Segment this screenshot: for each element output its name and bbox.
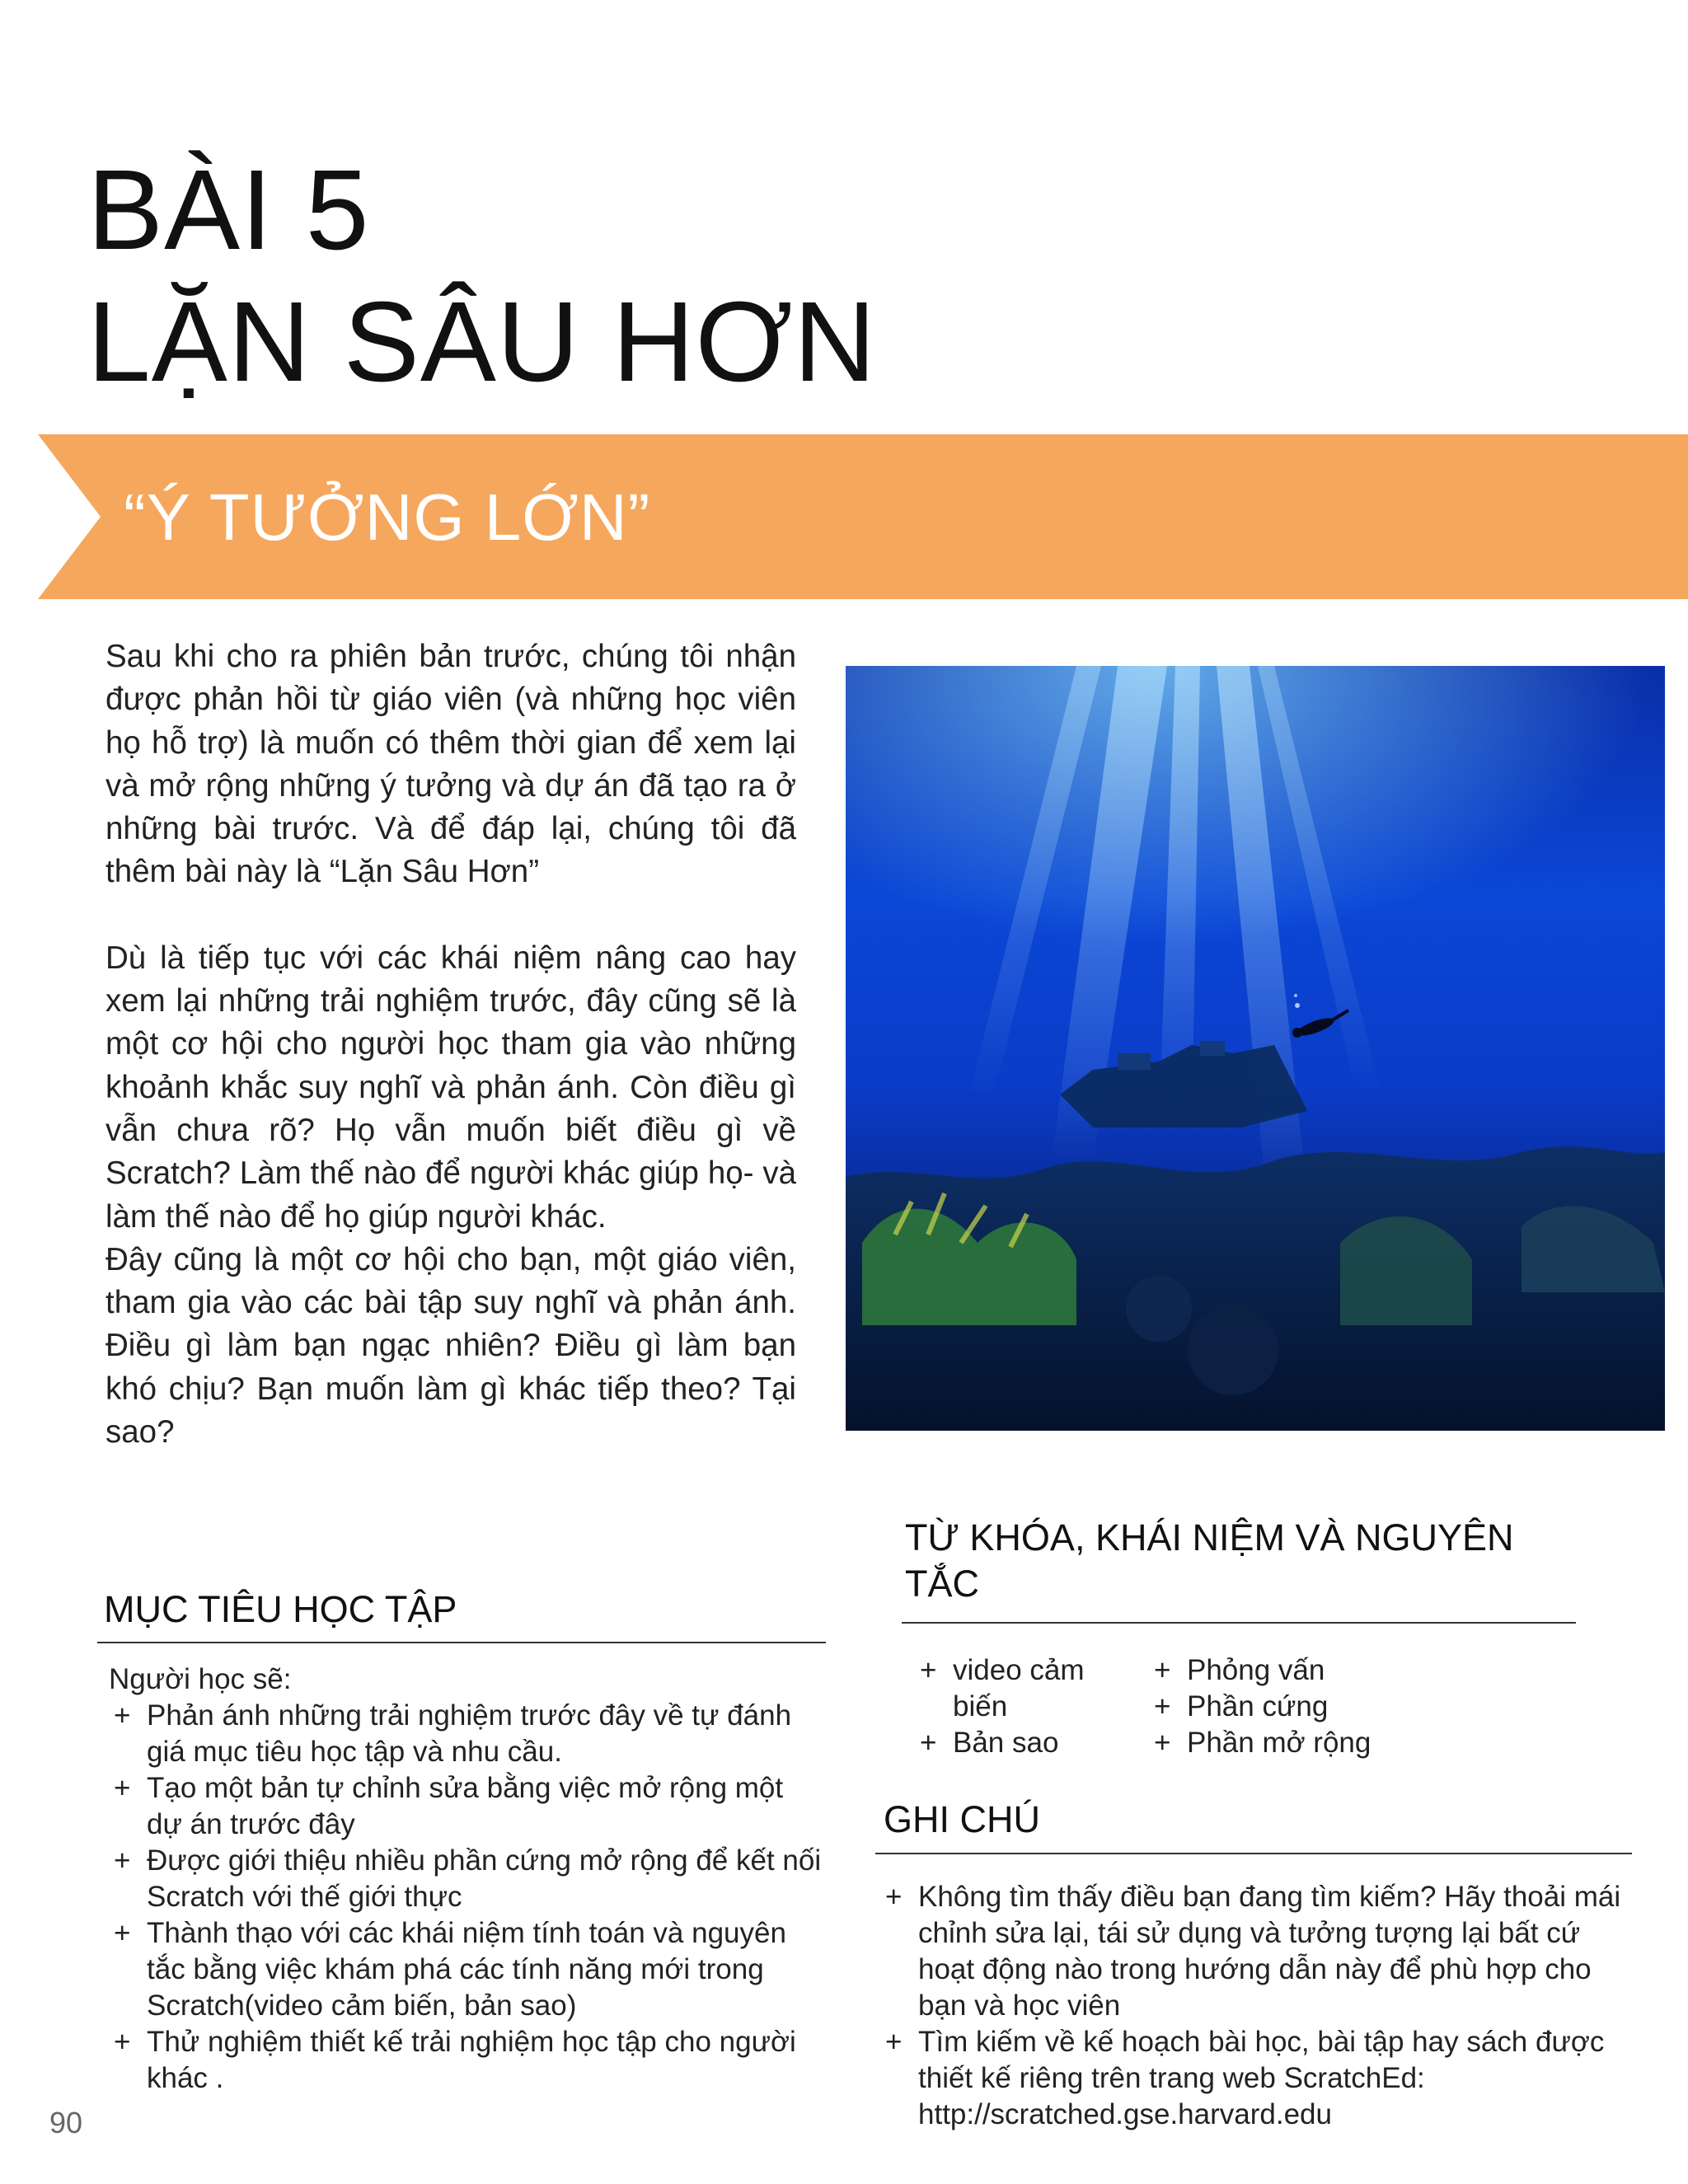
intro-paragraph: Dù là tiếp tục với các khái niệm nâng cao hay xem lại những trải nghiệm trước, đây cũng sẽ là một cơ hội cho người học tham gia vào những khoảnh khắc suy nghĩ và phản ánh. Còn điều gì vẫn chưa rõ? Họ vẫn muốn biết điều gì về Scratch? Làm thế nào để người khác giúp họ- và làm thế nào để họ giúp người khác. [106,940,796,1235]
plus-icon: + [114,2026,131,2058]
underwater-photo [846,666,1665,1431]
plus-icon: + [1154,1690,1171,1722]
plus-icon: + [114,1917,131,1949]
objectives-list [109,1698,826,2097]
list-item: + Tìm kiếm về kế hoạch bài học, bài tập hay sách được thiết kế riêng trên trang web ScratchEd: http://scratched.gse.harvard.edu [885,2026,1605,2130]
underwater-scene [846,666,1665,1431]
objectives-body [109,1661,826,2097]
big-idea-label: “Ý TƯỞNG LỚN” [124,480,651,554]
objectives-heading: MỤC TIÊU HỌC TẬP [104,1588,457,1630]
list-item: + video cảm biến [920,1654,1085,1722]
list-item: + Phần mở rộng [1149,1725,1495,1761]
intro-text [106,635,796,1454]
list-item: + Bản sao [915,1725,1113,1761]
plus-icon: + [920,1654,937,1686]
list-item: + Không tìm thấy điều bạn đang tìm kiếm? Hãy thoải mái chỉnh sửa lại, tái sử dụng và tưởng tượng lại bất cứ hoạt động nào trong hướng dẫn này để phù hợp cho bạn và học viên [885,1881,1621,2022]
notes-heading: GHI CHÚ [884,1798,1040,1840]
plus-icon: + [1154,1727,1171,1759]
lesson-number: BÀI 5 [87,147,370,274]
list-item: + Thử nghiệm thiết kế trải nghiệm học tập cho người khác . [114,2026,796,2094]
lesson-name: LẶN SÂU HƠN [87,279,877,405]
keywords-heading: TỪ KHÓA, KHÁI NIỆM VÀ NGUYÊN TẮC [905,1516,1514,1605]
list-item: + Thành thạo với các khái niệm tính toán và nguyên tắc bằng việc khám phá các tính năng mới trong Scratch(video cảm biến, bản sao) [114,1917,786,2022]
plus-icon: + [114,1699,131,1732]
keywords-divider [902,1622,1576,1624]
list-item: + Tạo một bản tự chỉnh sửa bằng việc mở rộng một dự án trước đây [114,1772,784,1840]
plus-icon: + [1154,1654,1171,1686]
plus-icon: + [114,1844,131,1877]
keywords-right-column [1149,1652,1495,1761]
objectives-divider [97,1642,826,1643]
list-item: + Phỏng vấn [1149,1652,1495,1689]
plus-icon: + [885,1881,903,1913]
page-number: 90 [49,2106,83,2139]
list-item: + Phản ánh những trải nghiệm trước đây về tự đánh giá mục tiêu học tập và nhu cầu. [114,1699,792,1768]
objectives-lead: Người học sẽ: [109,1663,292,1695]
plus-icon: + [885,2026,903,2058]
keywords-left-column [915,1652,1113,1761]
plus-icon: + [920,1727,937,1759]
list-item: + Được giới thiệu nhiều phần cứng mở rộng để kết nối Scratch với thế giới thực [114,1844,822,1913]
notes-divider [875,1853,1632,1854]
list-item: + Phần cứng [1149,1689,1495,1725]
intro-paragraph: Sau khi cho ra phiên bản trước, chúng tôi nhận được phản hồi từ giáo viên (và những học viên họ hỗ trợ) là muốn có thêm thời gian để xem lại và mở rộng những ý tưởng và dự án đã tạo ra ở những bài trước. Và để đáp lại, chúng tôi đã thêm bài này là “Lặn Sâu Hơn” [106,639,796,890]
intro-paragraph: Đây cũng là một cơ hội cho bạn, một giáo viên, tham gia vào các bài tập suy nghĩ và phản ánh. Điều gì làm bạn ngạc nhiên? Điều gì làm bạn khó chịu? Bạn muốn làm gì khác tiếp theo? Tại sao? [106,1241,796,1451]
plus-icon: + [114,1772,131,1804]
notes-body [880,1879,1622,2133]
lesson-title [87,144,877,408]
